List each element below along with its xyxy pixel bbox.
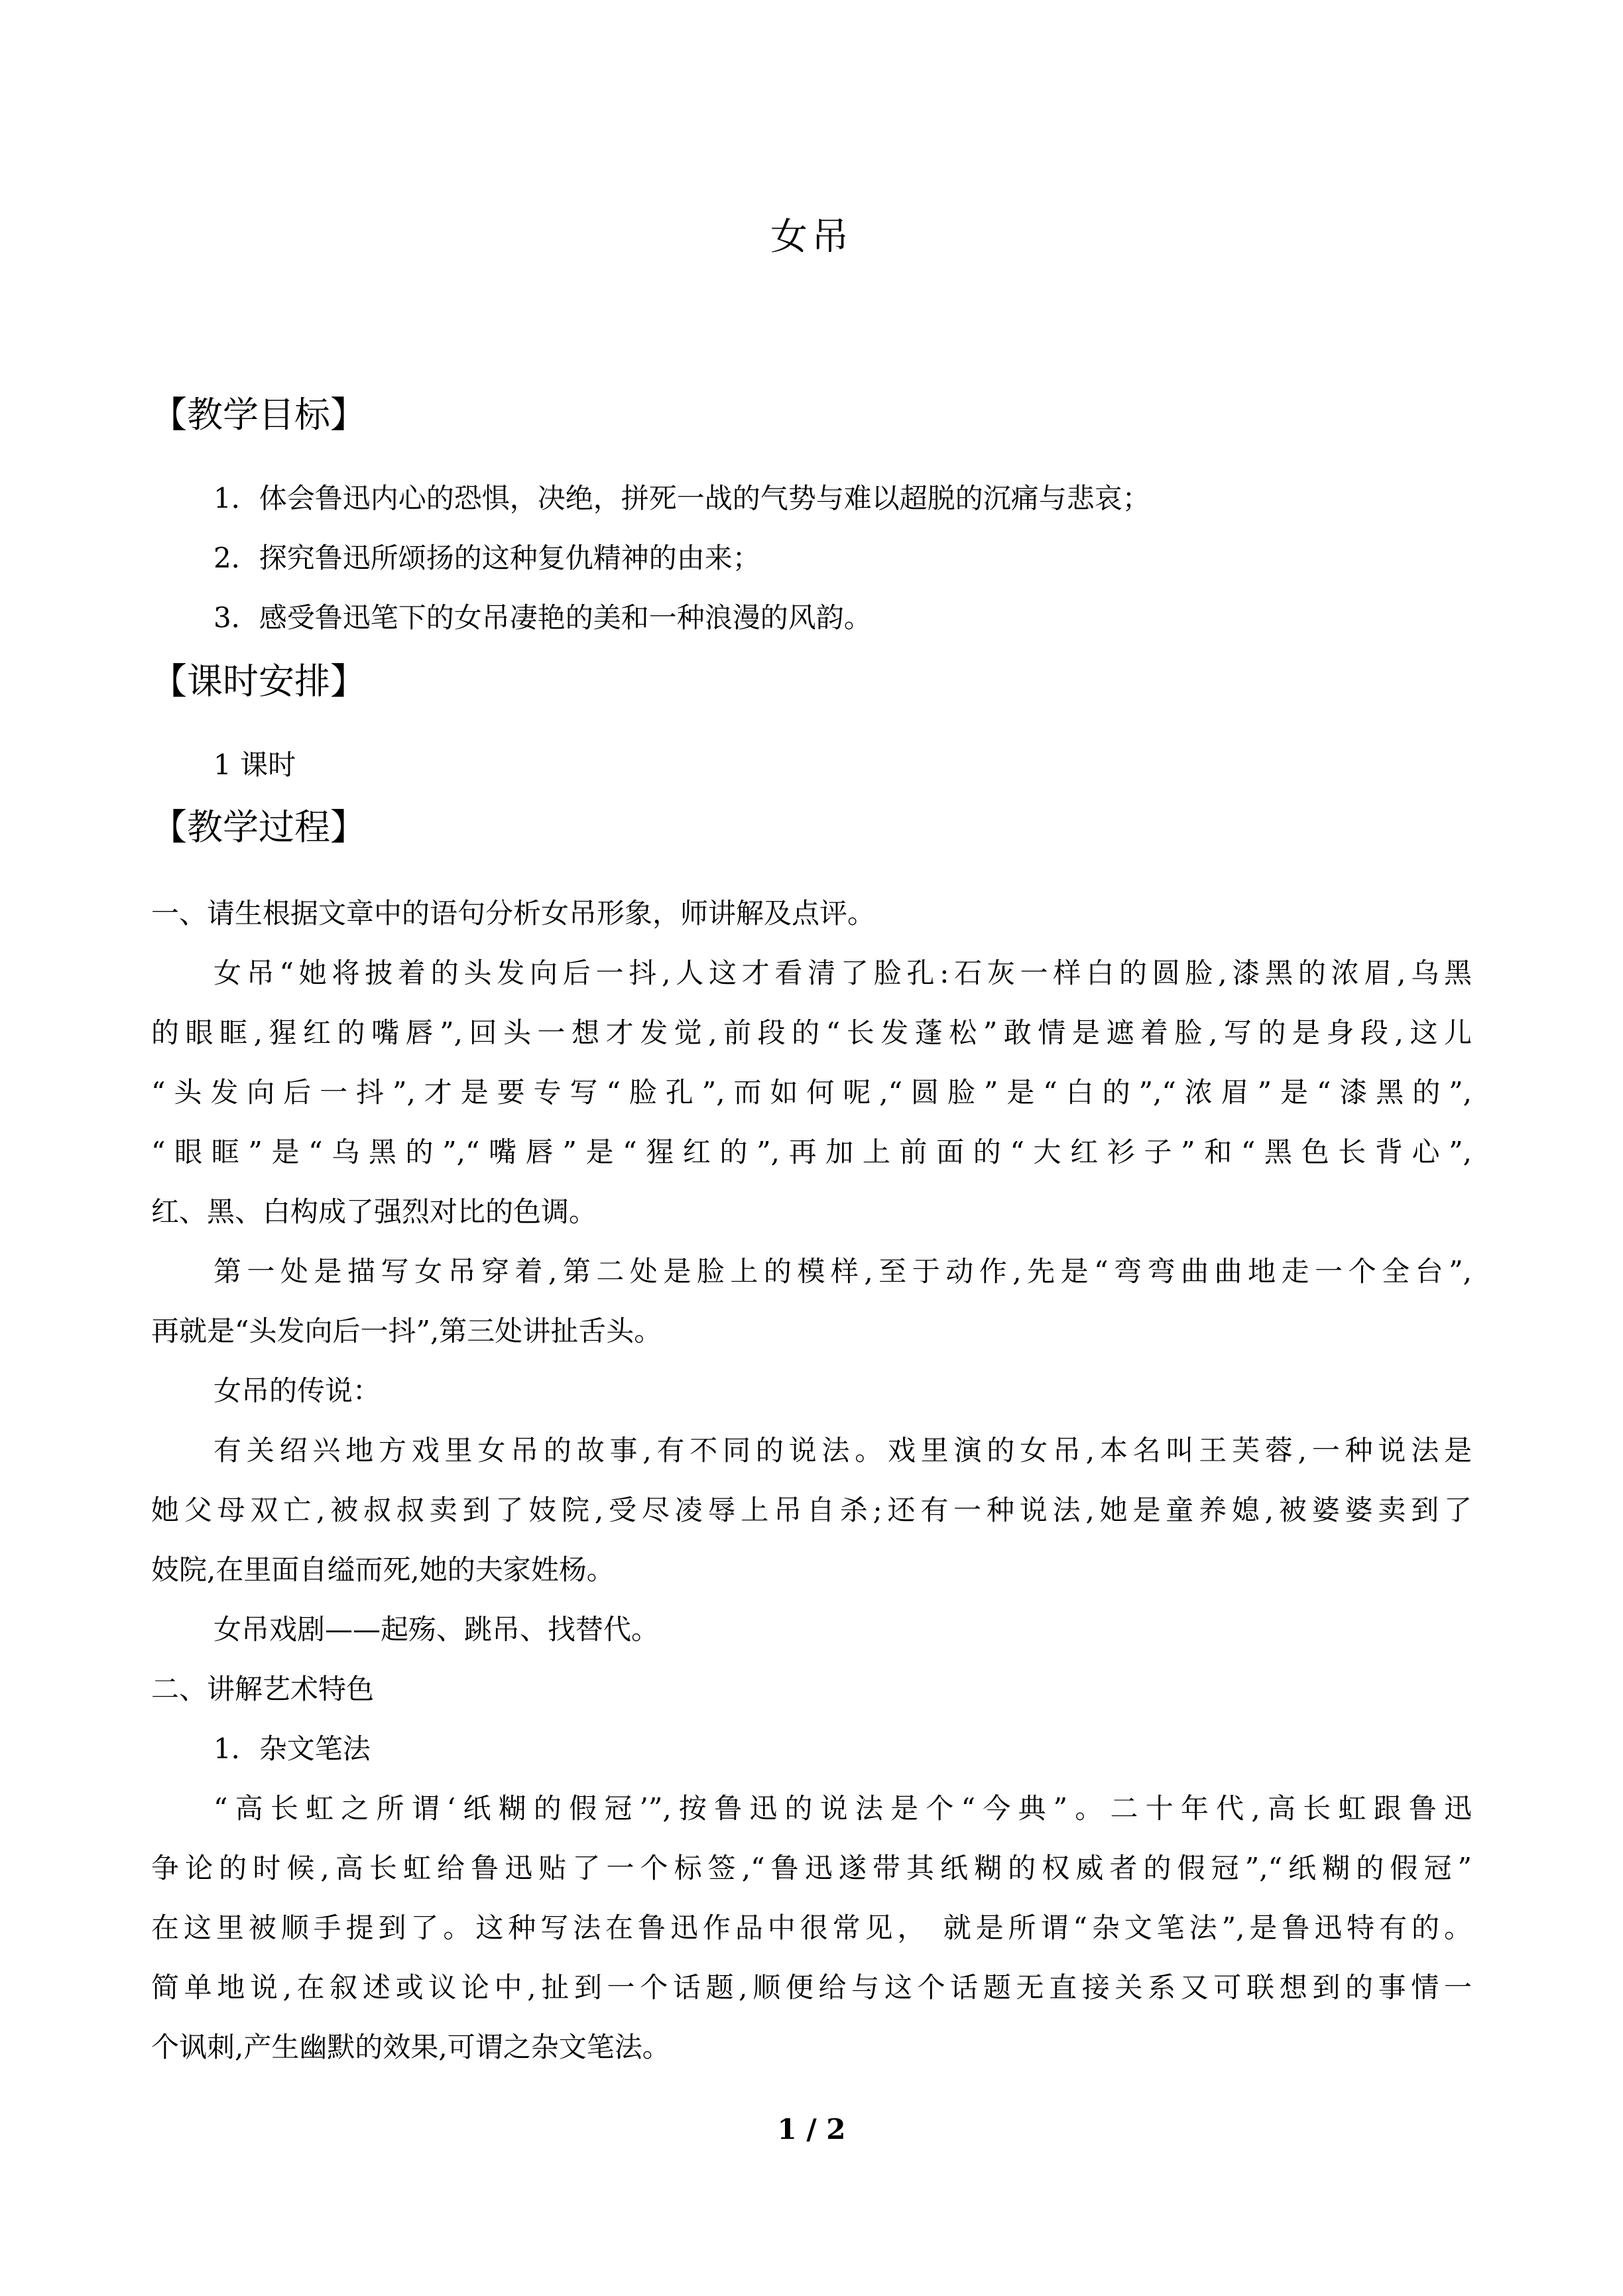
paragraph-line: 红、黑、白构成了强烈对比的色调。 [151,1195,597,1228]
page-title: 女吊 [770,215,853,259]
objective-item: 3．感受鲁迅笔下的女吊凄艳的美和一种浪漫的风韵。 [213,601,872,634]
paragraph-line: 有关绍兴地方戏里女吊的故事,有不同的说法。戏里演的女吊,本名叫王芙蓉,一种说法是 [213,1434,1472,1467]
paragraph-line: 第一处是描写女吊穿着,第二处是脸上的模样,至于动作,先是“弯弯曲曲地走一个全台”, [213,1255,1472,1288]
subsection-title: 1．杂文笔法 [213,1732,371,1765]
paragraph-line: 女吊的传说： [213,1374,381,1407]
schedule-text: 1 课时 [213,749,296,781]
part2-title: 二、讲解艺术特色 [151,1673,375,1705]
paragraph-line: 女吊“她将披着的头发向后一抖,人这才看清了脸孔:石灰一样白的圆脸,漆黑的浓眉,乌黑 [213,957,1472,989]
section-heading-process: 【教学过程】 [151,806,366,848]
paragraph-line: 简单地说,在叙述或议论中,扯到一个话题,顺便给与这个话题无直接关系又可联想到的事情一 [151,1971,1472,2004]
paragraph-line: 个讽刺,产生幽默的效果,可谓之杂文笔法。 [151,2031,670,2063]
paragraph-line: 在这里被顺手提到了。这种写法在鲁迅作品中很常见， 就是所谓“杂文笔法”,是鲁迅特有的。 [151,1911,1472,1944]
paragraph-line: 的眼眶,猩红的嘴唇”,回头一想才发觉,前段的“长发蓬松”敢情是遮着脸,写的是身段,这儿 [151,1016,1472,1049]
paragraph-line: “眼眶”是“乌黑的”,“嘴唇”是“猩红的”,再加上前面的“大红衫子”和“黑色长背心”, [151,1136,1472,1168]
paragraph-line: “高长虹之所谓‘纸糊的假冠’”,按鲁迅的说法是个“今典”。二十年代,高长虹跟鲁迅 [213,1792,1472,1825]
section-heading-schedule: 【课时安排】 [151,660,366,702]
page-number: 1 / 2 [777,2113,846,2145]
paragraph-line: 再就是“头发向后一抖”,第三处讲扯舌头。 [151,1315,662,1347]
section-heading-objectives: 【教学目标】 [151,394,366,436]
objective-item: 1．体会鲁迅内心的恐惧，决绝，拼死一战的气势与难以超脱的沉痛与悲哀； [213,482,1150,514]
part1-title: 一、请生根据文章中的语句分析女吊形象，师讲解及点评。 [151,897,876,930]
paragraph-line: 争论的时候,高长虹给鲁迅贴了一个标签,“鲁迅遂带其纸糊的权威者的假冠”,“纸糊的假冠” [151,1852,1472,1884]
paragraph-line: 她父母双亡,被叔叔卖到了妓院,受尽凌辱上吊自杀;还有一种说法,她是童养媳,被婆婆卖到了 [151,1494,1472,1526]
paragraph-line: 女吊戏剧——起殇、跳吊、找替代。 [213,1613,660,1646]
paragraph-line: 妓院,在里面自缢而死,她的夫家姓杨。 [151,1553,615,1586]
paragraph-line: “头发向后一抖”,才是要专写“脸孔”,而如何呢,“圆脸”是“白的”,“浓眉”是“漆黑的”, [151,1076,1472,1109]
objective-item: 2．探究鲁迅所颂扬的这种复仇精神的由来； [213,542,760,574]
